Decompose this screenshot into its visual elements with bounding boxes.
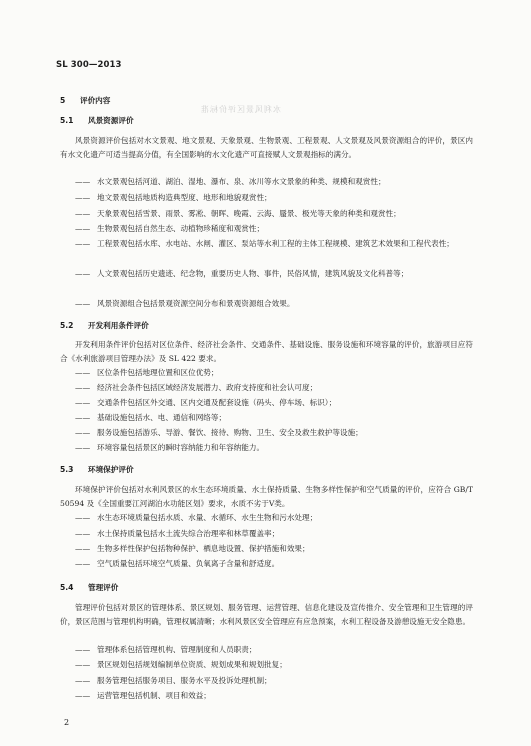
list-item-text: 服务设施包括游乐、导游、餐饮、接待、购物、卫生、安全及救生救护等设施；	[97, 428, 363, 437]
bleed-through-text: 水利风景区评价标准	[200, 105, 281, 114]
list-item	[75, 396, 495, 410]
section-title: 管理评价	[88, 583, 119, 592]
list-item	[75, 689, 495, 703]
section-title: 风景资源评价	[88, 116, 134, 125]
list-item	[75, 366, 495, 380]
list-item-text: 景区规划包括规划编制单位资质、规划成果和规划批复；	[97, 660, 287, 669]
dash-mark: ——	[75, 544, 91, 553]
section-number: 5	[60, 96, 66, 105]
section-heading-5-3	[60, 464, 134, 475]
list-item	[75, 175, 495, 189]
list-item-text: 交通条件包括区外交通、区内交通及配套设施（码头、停车场、标识）；	[97, 398, 337, 407]
dash-mark: ——	[75, 177, 91, 186]
section-heading-5-1	[60, 115, 134, 126]
page-number: 2	[64, 718, 70, 727]
dash-mark: ——	[75, 529, 91, 538]
dash-mark: ——	[75, 398, 91, 407]
list-item	[75, 297, 495, 311]
list-item-text: 基础设施包括水、电、通信和网络等；	[97, 413, 227, 422]
list-item	[75, 426, 495, 440]
list-item	[75, 191, 495, 205]
list-item-text: 环境容量包括景区的瞬时容纳能力和年容纳能力。	[97, 443, 265, 452]
section-5-1-intro: 风景资源评价包括对水文景观、地文景观、天象景观、生物景观、工程景观、人文景观及风景资源组合的评价，景区内有水文化遗产可适当提高分值，有全国影响的水文化遗产可直接赋人文景观指标的满分。	[60, 136, 473, 159]
section-title: 环境保护评价	[88, 465, 134, 474]
section-heading-5	[60, 95, 110, 106]
list-item	[75, 207, 495, 221]
list-item-text: 生物景观包括自然生态、动植物珍稀度和观赏性；	[97, 224, 265, 233]
list-item-text: 工程景观包括水库、水电站、水闸、灌区、泵站等水利工程的主体工程规模、建筑艺术效果和工程代表性；	[97, 239, 454, 248]
section-title: 开发利用条件评价	[88, 321, 149, 330]
list-item	[75, 441, 495, 455]
dash-mark: ——	[75, 513, 91, 522]
list-item	[75, 511, 495, 525]
list-item	[75, 542, 495, 556]
dash-mark: ——	[75, 691, 91, 700]
dash-mark: ——	[75, 559, 91, 568]
dash-mark: ——	[75, 209, 91, 218]
list-item-text: 水文景观包括河道、湖泊、湿地、瀑布、泉、冰川等水文景象的种类、规模和观赏性；	[97, 177, 386, 186]
list-item-text: 经济社会条件包括区域经济发展潜力、政府支持度和社会认可度；	[97, 383, 318, 392]
dash-mark: ——	[75, 660, 91, 669]
section-heading-5-4	[60, 582, 118, 593]
list-item-text: 空气质量包括环境空气质量、负氧离子含量和舒适度。	[97, 559, 280, 568]
dash-mark: ——	[75, 428, 91, 437]
section-5-3-intro: 环境保护评价包括对水利风景区的水生态环境质量、水土保持质量、生物多样性保护和空气质量的评价，应符合 GB/T 50594 及《全国重要江河湖泊水功能区划》要求，水质不劣于Ⅴ类。	[60, 485, 473, 508]
list-item-text: 水生态环境质量包括水质、水量、水循环、水生生物和污水处理；	[97, 513, 318, 522]
list-item-text: 地文景观包括地质构造典型度、地形和地貌观赏性；	[97, 193, 272, 202]
dash-mark: ——	[75, 224, 91, 233]
list-item-text: 人文景观包括历史遗迹、纪念物，重要历史人物、事件，民俗风情，建筑风貌及文化科普等；	[97, 269, 409, 278]
list-item-text: 天象景观包括雪景、雨景、雾凇、朝晖、晚霞、云海、蜃景、极光等天象的种类和观赏性；	[97, 209, 401, 218]
dash-mark: ——	[75, 645, 91, 654]
section-5-4-intro: 管理评价包括对景区的管理体系、景区规划、服务管理、运营管理、信息化建设及宣传推介、安全管理和卫生管理的评价，景区范围与管理机构明确，管理权属清晰；水利风景区安全管理应有应急预案，水利工程设备及游憩设施无安全隐患。	[60, 603, 473, 626]
list-item-text: 风景资源组合包括景观资源空间分布和景观资源组合效果。	[97, 299, 295, 308]
section-heading-5-2	[60, 320, 149, 331]
list-item	[75, 222, 495, 236]
section-number: 5.2	[60, 321, 74, 330]
list-item	[75, 643, 495, 657]
list-item-text: 水土保持质量包括水土流失综合治理率和林草覆盖率；	[97, 529, 280, 538]
list-item	[75, 237, 495, 251]
list-item	[75, 674, 495, 688]
dash-mark: ——	[75, 383, 91, 392]
list-item-text: 运营管理包括机制、项目和效益；	[97, 691, 211, 700]
dash-mark: ——	[75, 413, 91, 422]
list-item	[75, 267, 495, 281]
section-number: 5.4	[60, 583, 74, 592]
dash-mark: ——	[75, 676, 91, 685]
section-title: 评价内容	[80, 96, 111, 105]
list-item	[75, 658, 495, 672]
section-number: 5.1	[60, 116, 74, 125]
list-item	[75, 557, 495, 571]
list-item	[75, 381, 495, 395]
dash-mark: ——	[75, 269, 91, 278]
list-item	[75, 411, 495, 425]
section-number: 5.3	[60, 465, 74, 474]
standard-number: SL 300—2013	[56, 60, 122, 70]
section-5-2-intro: 开发利用条件评价包括对区位条件、经济社会条件、交通条件、基础设施、服务设施和环境容量的评价，旅游项目应符合《水利旅游项目管理办法》及 SL 422 要求。	[60, 340, 473, 363]
list-item-text: 管理体系包括管理机构、管理制度和人员职责；	[97, 645, 257, 654]
dash-mark: ——	[75, 368, 91, 377]
list-item	[75, 527, 495, 541]
list-item-text: 区位条件包括地理位置和区位优势；	[97, 368, 219, 377]
list-item-text: 服务管理包括服务项目、服务水平及投诉处理机制；	[97, 676, 272, 685]
dash-mark: ——	[75, 193, 91, 202]
dash-mark: ——	[75, 443, 91, 452]
dash-mark: ——	[75, 299, 91, 308]
list-item-text: 生物多样性保护包括物种保护、栖息地设置、保护措施和效果；	[97, 544, 310, 553]
dash-mark: ——	[75, 239, 91, 248]
